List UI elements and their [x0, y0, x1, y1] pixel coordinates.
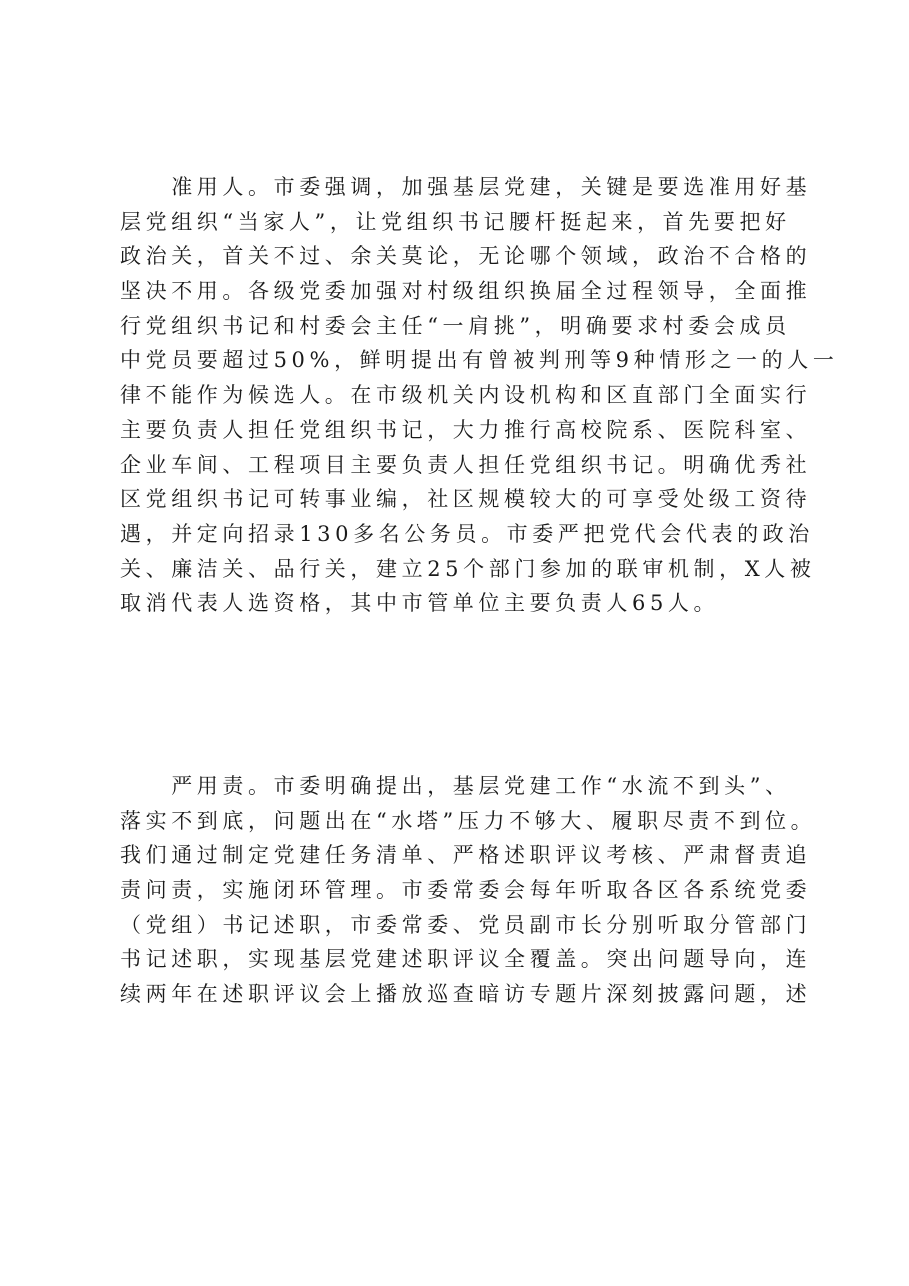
- text-line: 书记述职，实现基层党建述职评议全覆盖。突出问题导向，连: [120, 947, 812, 972]
- text-line: 遇，并定向招录130多名公务员。市委严把党代会代表的政治: [120, 521, 814, 546]
- text-line: 政治关，首关不过、余关莫论，无论哪个领域，政治不合格的: [120, 244, 812, 269]
- text-line: （党组）书记述职，市委常委、党员副市长分别听取分管部门: [120, 912, 812, 937]
- paragraph-selection-of-leaders: [120, 170, 839, 621]
- text-line: 企业车间、工程项目主要负责人担任党组织书记。明确优秀社: [120, 452, 812, 477]
- text-line: 责问责，实施闭环管理。市委常委会每年听取各区各系统党委: [120, 878, 812, 903]
- text-line: 律不能作为候选人。在市级机关内设机构和区直部门全面实行: [120, 383, 812, 408]
- text-line: 落实不到底，问题出在“水塔”压力不够大、履职尽责不到位。: [120, 808, 817, 833]
- text-line: 准用人。市委强调，加强基层党建，关键是要选准用好基: [120, 175, 812, 199]
- text-line: 行党组织书记和村委会主任“一肩挑”，明确要求村委会成员: [120, 313, 791, 338]
- text-line: 取消代表人选资格，其中市管单位主要负责人65人。: [120, 591, 720, 616]
- text-line: 中党员要超过50%，鲜明提出有曾被判刑等9种情形之一的人一: [120, 348, 839, 373]
- text-line: 坚决不用。各级党委加强对村级组织换届全过程领导，全面推: [120, 279, 812, 304]
- text-line: 主要负责人担任党组织书记，大力推行高校院系、医院科室、: [120, 417, 812, 442]
- text-line: 我们通过制定党建任务清单、严格述职评议考核、严肃督责追: [120, 843, 812, 868]
- text-line: 严用责。市委明确提出，基层党建工作“水流不到头”、: [120, 774, 791, 798]
- paragraph-strict-accountability: [120, 769, 817, 1012]
- text-line: 关、廉洁关、品行关，建立25个部门参加的联审机制，X人被: [120, 556, 816, 581]
- text-line: 区党组织书记可转事业编，社区规模较大的可享受处级工资待: [120, 487, 812, 512]
- text-line: 层党组织“当家人”，让党组织书记腰杆挺起来，首先要把好: [120, 209, 791, 234]
- text-line: 续两年在述职评议会上播放巡查暗访专题片深刻披露问题，述: [120, 982, 812, 1007]
